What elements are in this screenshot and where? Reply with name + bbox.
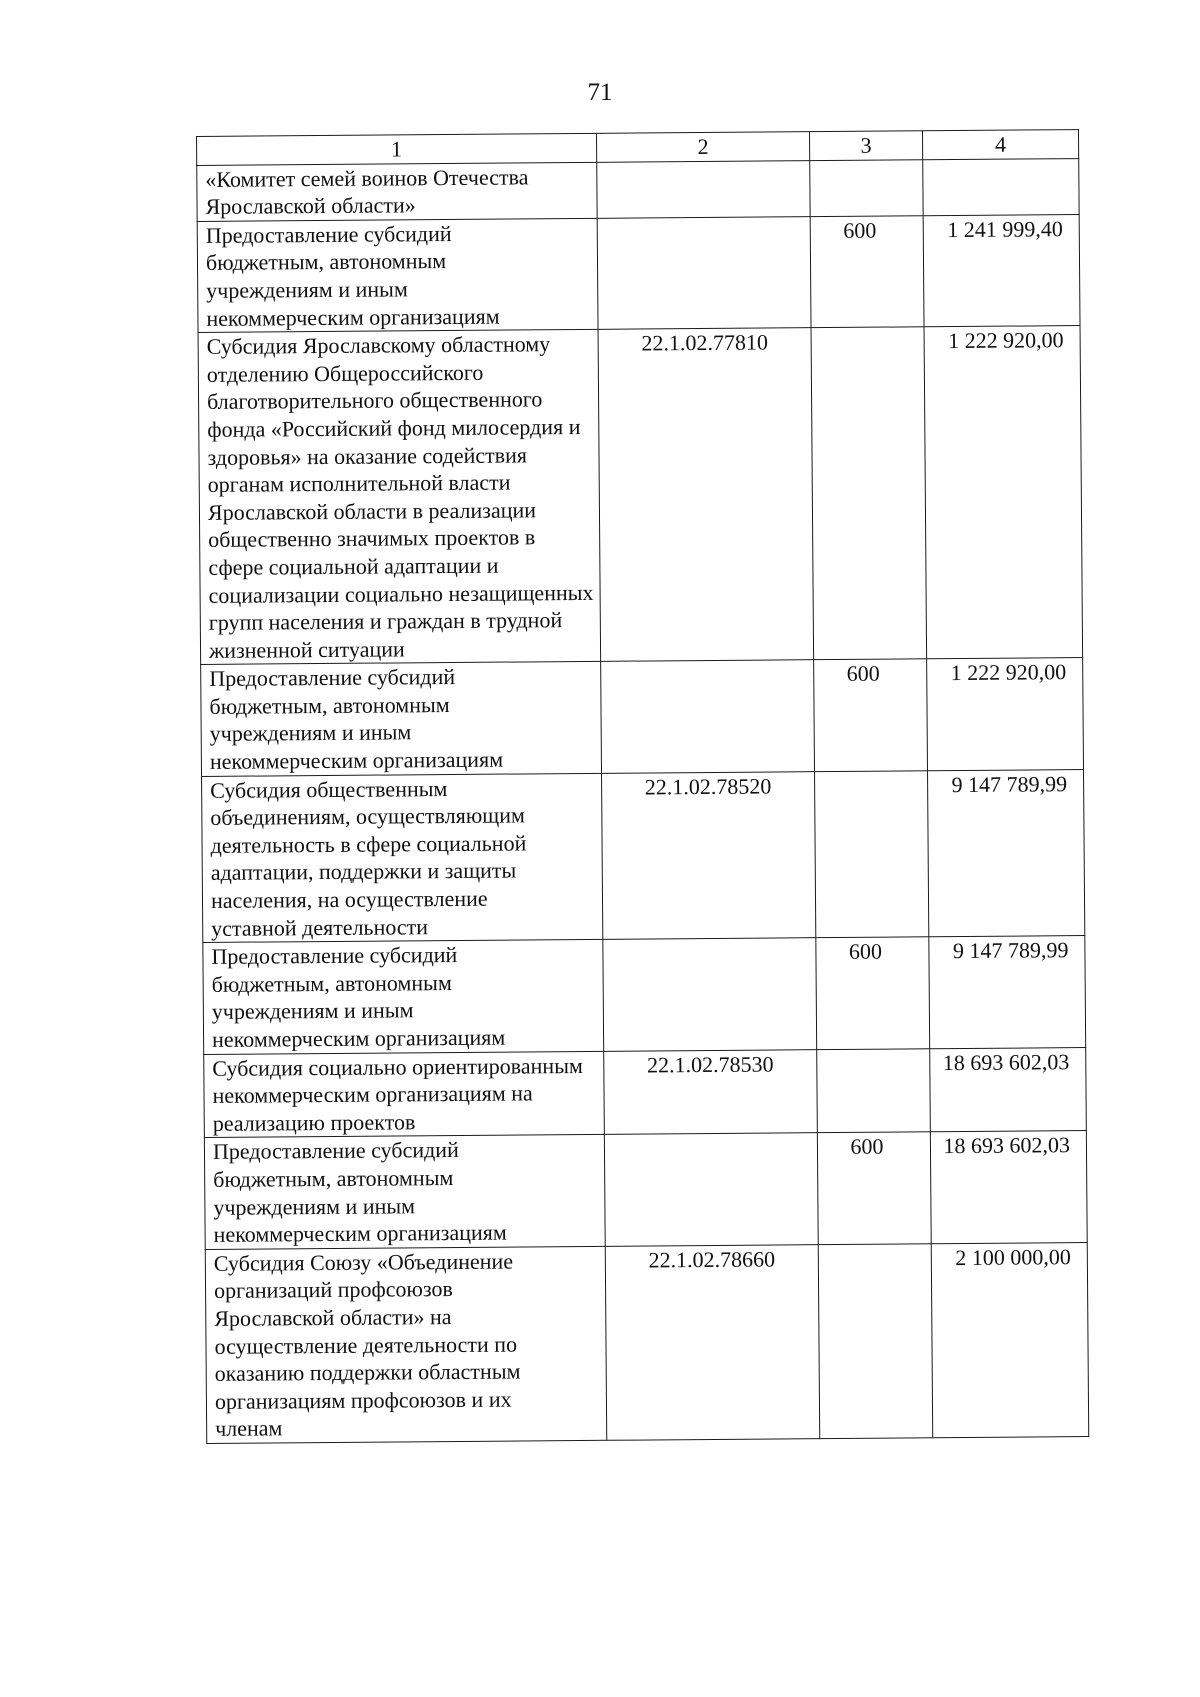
table-row	[204, 1047, 1087, 1138]
item-name-text: Субсидия Ярославскому областному отделению Общероссийского благотворительного общественного фонда «Российский фонд милосердия и здоровья» на оказание содействия органам исполнительной власти Ярославской области в реализации общественно значимых проектов в сфере социальной адаптации и социализации социально незащищенных групп населения и граждан в трудной жизненной ситуации	[206, 331, 594, 663]
table-row	[197, 214, 1080, 332]
expense-type-code: 600	[810, 216, 924, 328]
expense-type-code	[818, 1244, 933, 1439]
column-number-1: 1	[197, 133, 597, 165]
expense-type-code	[815, 770, 929, 937]
expense-type-code	[810, 159, 923, 216]
table-row	[201, 658, 1084, 776]
item-name	[204, 1135, 605, 1250]
item-name-text: Предоставление субсидий бюджетным, автономным учреждениям и иным некоммерческим организациям	[212, 1137, 507, 1248]
amount: 9 147 789,99	[928, 769, 1085, 937]
table-row	[203, 936, 1086, 1054]
target-article-code	[597, 216, 811, 329]
amount: 18 693 602,03	[930, 1047, 1087, 1132]
page-number: 71	[587, 79, 613, 106]
item-name-text: Субсидия общественным объединениям, осуществляющим деятельность в сфере социальной адаптации, поддержки и защиты населения, на осуществление уставной деятельности	[210, 775, 527, 941]
amount: 1 241 999,40	[923, 214, 1080, 327]
target-article-code	[597, 160, 810, 218]
item-name	[204, 1051, 605, 1138]
table-row	[197, 158, 1079, 221]
expense-type-code: 600	[816, 937, 930, 1049]
table-row	[198, 326, 1083, 665]
item-name-text: Предоставление субсидий бюджетным, автономным учреждениям и иным некоммерческим организациям	[209, 664, 504, 774]
column-number-3: 3	[809, 131, 922, 160]
amount	[923, 158, 1079, 215]
expense-type-code	[811, 327, 927, 660]
target-article-code: 22.1.02.78530	[604, 1049, 818, 1134]
item-name-text: Субсидия социально ориентированным некоммерческим организациям на реализацию проектов	[212, 1052, 583, 1136]
target-article-code: 22.1.02.78520	[602, 771, 816, 939]
table-row	[204, 1131, 1087, 1249]
target-article-code	[603, 938, 817, 1051]
target-article-code: 22.1.02.77810	[598, 328, 814, 662]
amount: 9 147 789,99	[929, 936, 1086, 1049]
target-article-code	[601, 660, 815, 773]
item-name	[197, 218, 598, 333]
item-name-text: Субсидия Союзу «Объединение организаций профсоюзов Ярославской области» на осуществление деятельности по оказанию поддержки областным организациям профсоюзов и их членам	[213, 1248, 521, 1442]
column-number-2: 2	[596, 132, 809, 162]
target-article-code	[604, 1133, 818, 1246]
budget-table	[196, 129, 1089, 1444]
expense-type-code	[817, 1048, 931, 1133]
amount: 1 222 920,00	[924, 326, 1083, 659]
amount: 2 100 000,00	[931, 1242, 1089, 1437]
item-name-text: «Комитет семей воинов Отечества Ярославской области»	[205, 163, 529, 220]
item-name	[197, 162, 597, 221]
column-number-4: 4	[922, 130, 1078, 160]
amount: 18 693 602,03	[930, 1131, 1087, 1244]
expense-type-code: 600	[817, 1132, 931, 1244]
table-row	[205, 1242, 1088, 1443]
item-name	[203, 940, 604, 1055]
expense-type-code: 600	[814, 659, 928, 771]
item-name-text: Предоставление субсидий бюджетным, автономным учреждениям и иным некоммерческим организациям	[205, 220, 500, 331]
item-name	[205, 1246, 607, 1443]
target-article-code: 22.1.02.78660	[605, 1244, 820, 1440]
amount: 1 222 920,00	[927, 658, 1084, 771]
table-row	[202, 769, 1085, 942]
item-name	[202, 773, 603, 943]
item-name-text: Предоставление субсидий бюджетным, автономным учреждениям и иным некоммерческим организациям	[211, 942, 506, 1052]
item-name	[201, 662, 602, 777]
item-name	[198, 330, 601, 665]
